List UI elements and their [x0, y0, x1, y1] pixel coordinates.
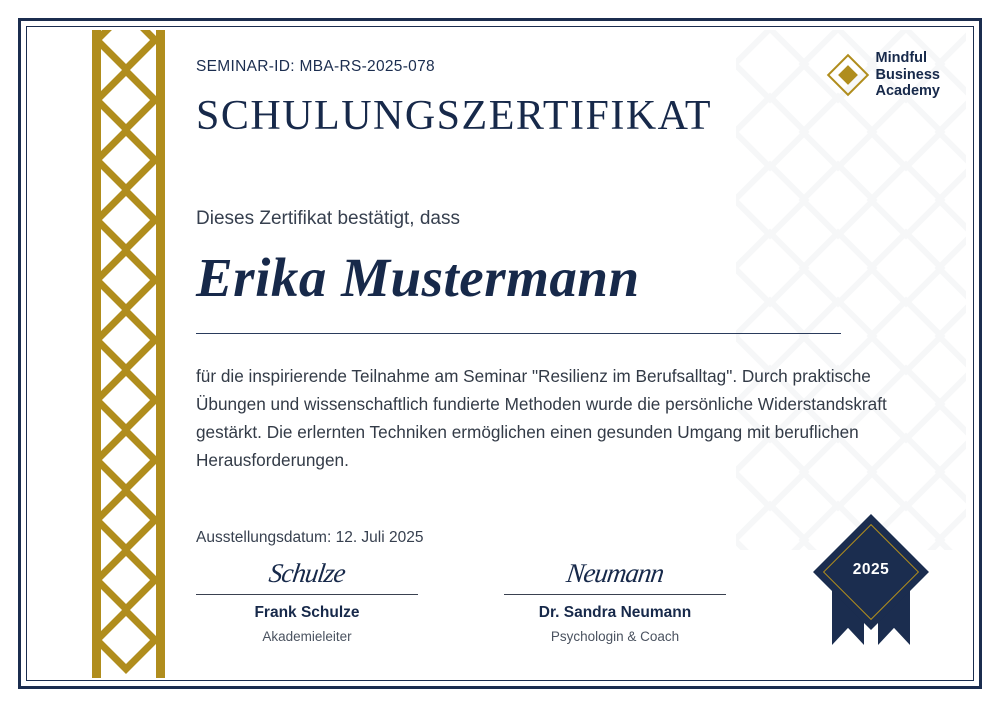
- seminar-id: SEMINAR-ID: MBA-RS-2025-078: [196, 58, 435, 75]
- logo-line-1: Mindful: [875, 50, 928, 66]
- signature-rule-2: [504, 594, 726, 595]
- left-decorative-border: [88, 30, 172, 678]
- confirmation-line: Dieses Zertifikat bestätigt, dass: [196, 208, 460, 229]
- recipient-name: Erika Mustermann: [196, 247, 640, 308]
- signature-mark-2: Neumann: [564, 558, 666, 588]
- logo-line-2: Business: [875, 66, 940, 83]
- signatory-role-2: Psychologin & Coach: [550, 629, 680, 644]
- signatory-name-2: Dr. Sandra Neumann: [538, 604, 692, 621]
- signature-rule-1: [196, 594, 418, 595]
- seal-year: 2025: [852, 561, 890, 578]
- page-title: SCHULUNGSZERTIFIKAT: [196, 93, 712, 139]
- name-divider: [196, 333, 841, 334]
- signatory-name-1: Frank Schulze: [254, 604, 360, 621]
- signature-mark-1: Schulze: [267, 558, 347, 588]
- certificate-seal: [810, 525, 932, 645]
- signatory-role-1: Akademieleiter: [262, 629, 352, 644]
- certificate-body-text: für die inspirierende Teilnahme am Seminar "Resilienz im Berufsalltag". Durch praktische Übungen und wissenschaftlich fundierte Methoden wurde die persönliche Widerstandskraft gestärkt. Die erlernten Techniken ermöglichen einen gesunden Umgang mit beruflichen Herausforderungen.: [196, 366, 887, 470]
- signature-block-1: [196, 554, 418, 644]
- signature-block-2: [504, 554, 726, 644]
- issue-date: Ausstellungsdatum: 12. Juli 2025: [196, 529, 424, 546]
- logo-line-3: Academy: [875, 83, 940, 99]
- signature-section: [196, 554, 726, 644]
